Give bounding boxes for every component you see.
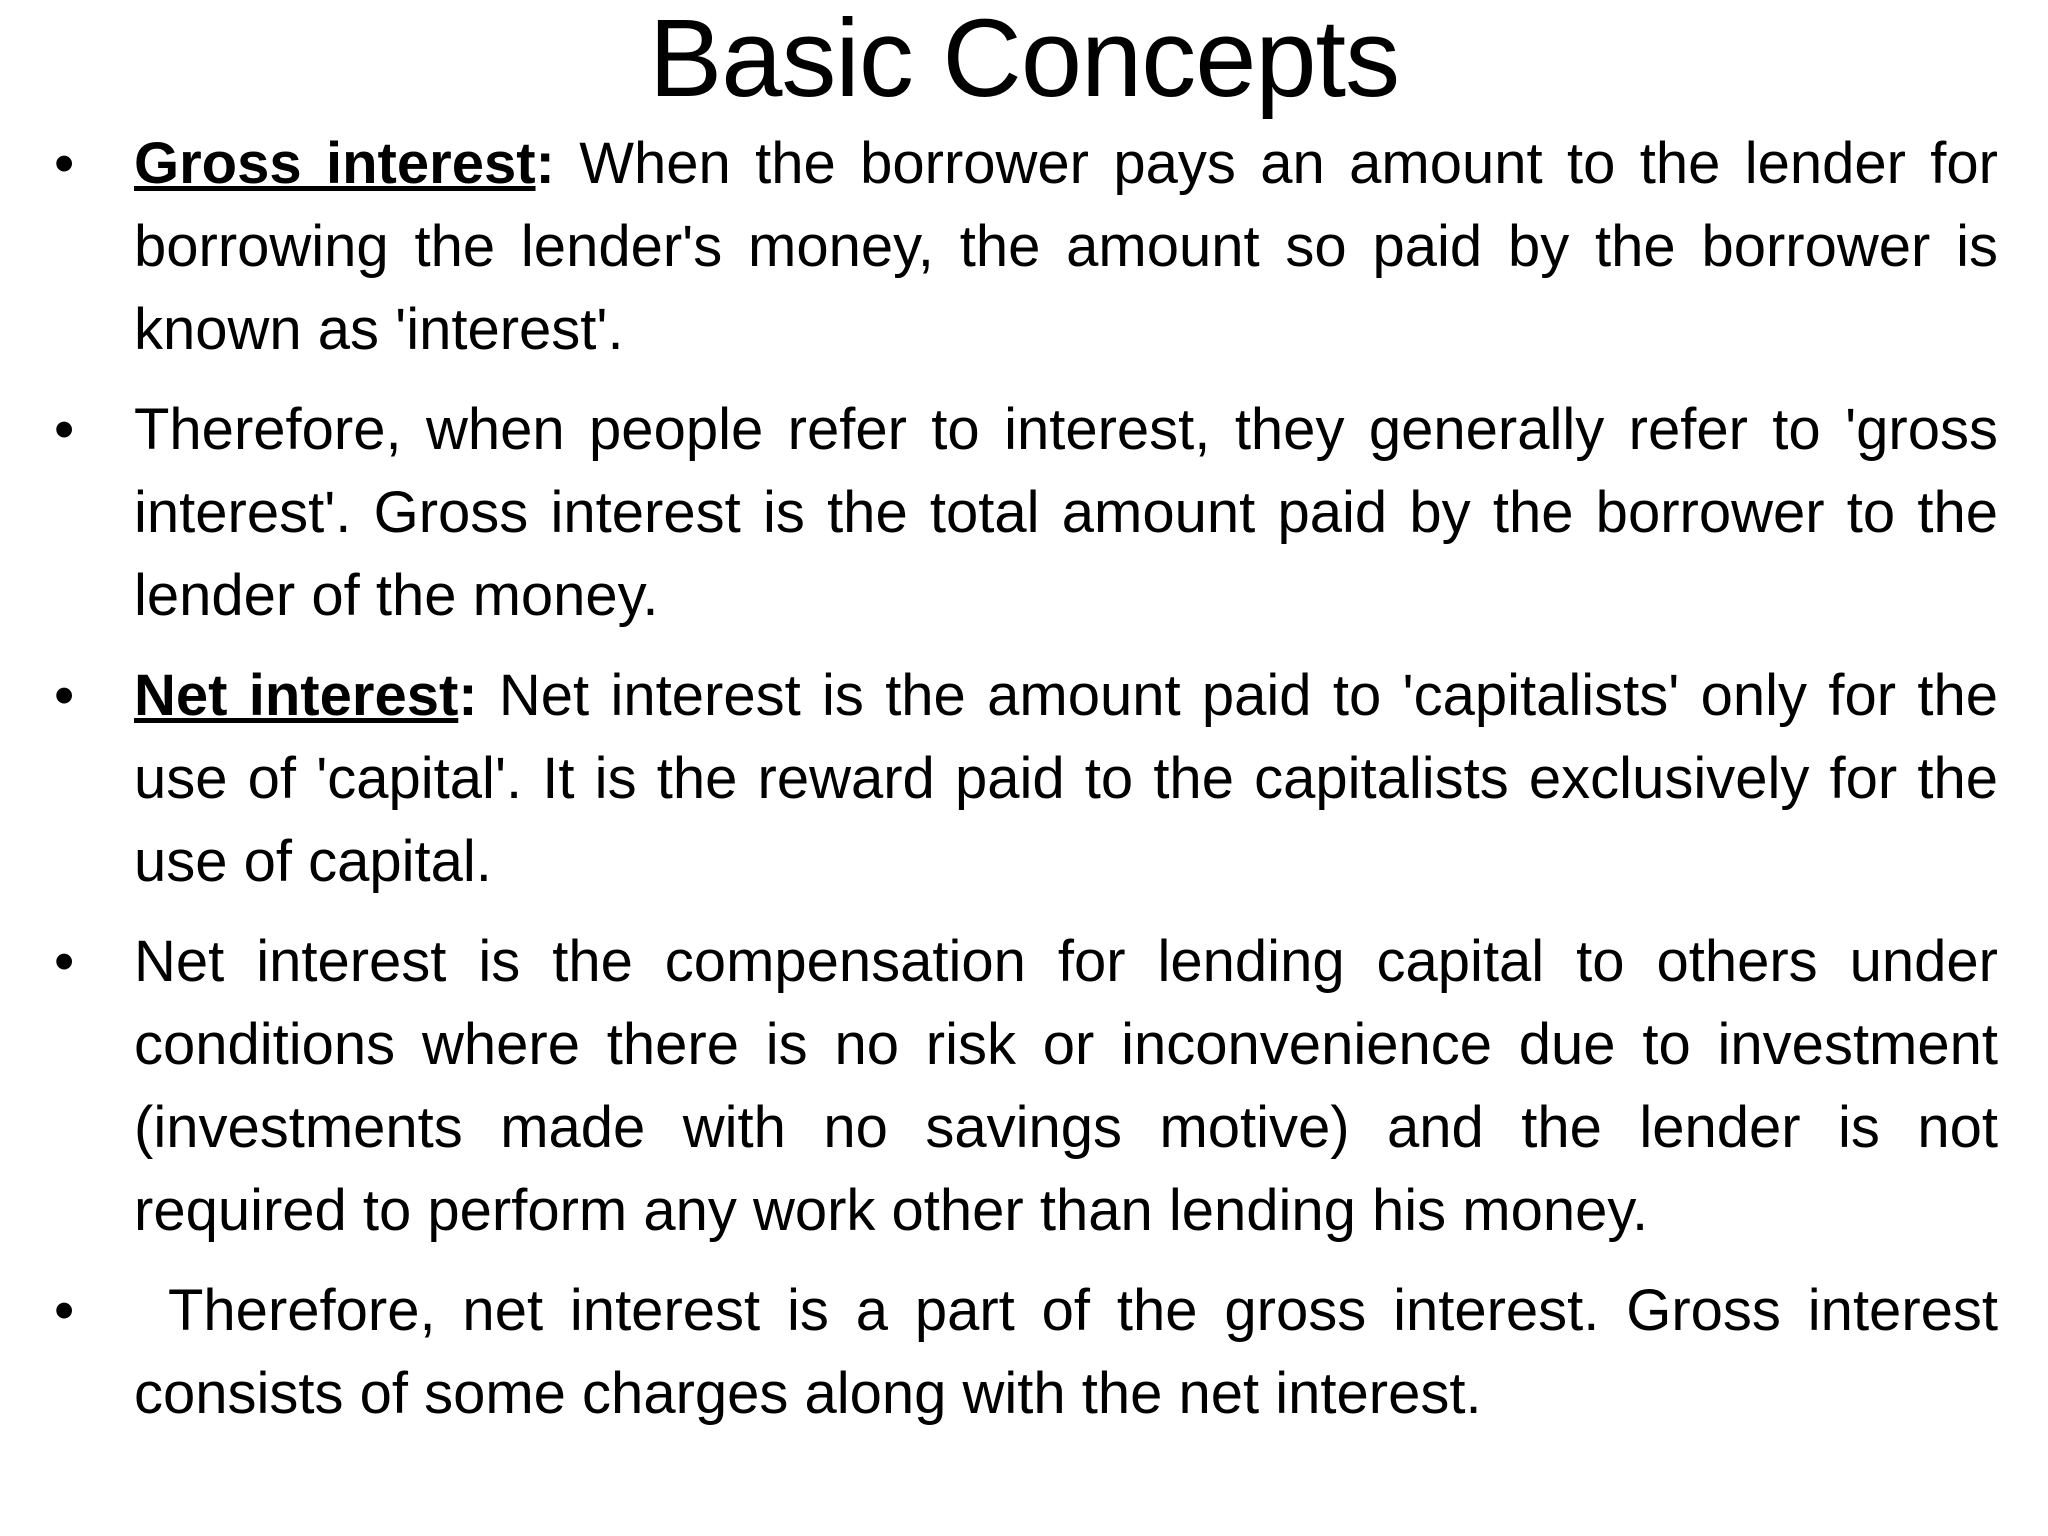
bullet-net-interest <box>0 654 2048 903</box>
bullet-list <box>0 122 2048 1435</box>
slide-title: Basic Concepts <box>648 0 1400 120</box>
bullet-icon: • <box>54 929 75 994</box>
bullet-text: Therefore, when people refer to interest, they generally refer to 'gross interest'. Gross interest is the total amount paid by the borrower to the lender of the money. <box>134 397 1998 628</box>
bullet-net-interest-detail <box>0 920 2048 1252</box>
bullet-text: Net interest is the amount paid to 'capitalists' only for the use of 'capital'. It is the reward paid to the capitalists exclusively for the use of capital. <box>134 663 1998 894</box>
term-net-interest: Net interest <box>134 663 459 728</box>
bullet-text: When the borrower pays an amount to the lender for borrowing the lender's money, the amount so paid by the borrower is known as 'interest'. <box>134 131 1998 362</box>
bullet-gross-interest-detail <box>0 388 2048 637</box>
term-gross-interest: Gross interest <box>134 131 536 196</box>
bullet-icon: • <box>54 397 75 462</box>
bullet-text: Net interest is the compensation for lending capital to others under conditions where there is no risk or inconvenience due to investment (investments made with no savings motive) and the lender is not required to perform any work other than lending his money. <box>134 929 1998 1243</box>
bullet-gross-interest <box>0 122 2048 371</box>
term-colon: : <box>535 131 555 196</box>
bullet-icon: • <box>54 1278 75 1343</box>
bullet-icon: • <box>54 131 75 196</box>
term-colon: : <box>458 663 478 728</box>
bullet-conclusion <box>0 1269 2048 1435</box>
bullet-text: Therefore, net interest is a part of the gross interest. Gross interest consists of some charges along with the net interest. <box>134 1278 1998 1426</box>
bullet-icon: • <box>54 663 75 728</box>
